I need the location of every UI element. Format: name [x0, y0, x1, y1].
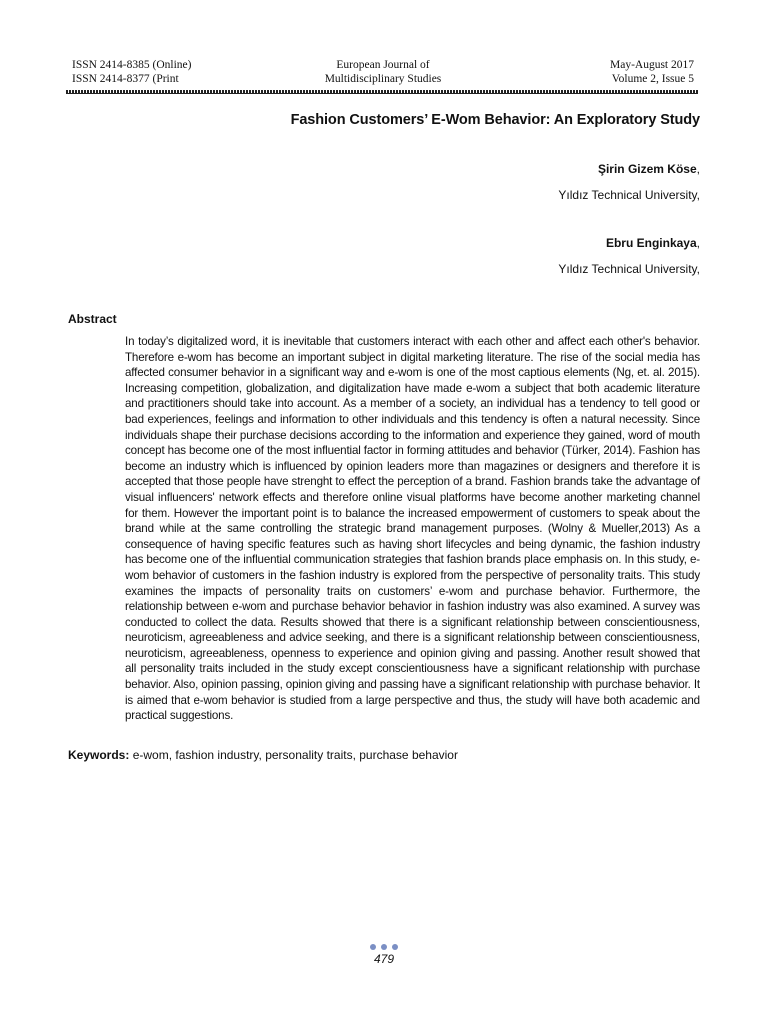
- volume-issue: Volume 2, Issue 5: [611, 73, 694, 85]
- issn-online: ISSN 2414-8385 (Online): [72, 59, 192, 71]
- author-2-name: Ebru Enginkaya: [605, 236, 697, 250]
- journal-name-block: [72, 58, 694, 86]
- issue-block: [610, 58, 694, 86]
- author-affiliation-1: Yıldız Technical University,: [558, 188, 700, 202]
- abstract-heading: Abstract: [68, 312, 117, 326]
- keywords-label: Keywords:: [68, 748, 130, 762]
- journal-name-line2: Multidisciplinary Studies: [324, 73, 442, 85]
- abstract-text: In today’s digitalized word, it is inevitable that customers interact with each other and affect each other's behavior. Therefore e-wom has become an important subject in digital marketing literature. The rise of the social media has affected consumer behavior in a significant way and e-wom is one of the most captious elements (Ng, et. al. 2015). Increasing competition, globalization, and digitalization have made e-wom a subject that both academic literature and practitioners should take into account. As a member of a society, an individual has a tendency to tell good or bad experiences, feelings and information to other individuals and this tendency is often a natural necessity. Since individuals shape their purchase decisions according to the information and experience they gained, word of mouth concept has become one of the most influential factor in forming attitudes and behavior (Türker, 2014). Fashion has become an industry which is influenced by opinion leaders more than magazines or designers and therefore it is accepted that those people have strenght to effect the perception of a brand. Fashion brands take the advantage of visual influencers' network effects and therefore online visual platforms have become another marketing channel for them. However the important point is to balance the increased empowerment of customers to speak about the brand while at the same controlling the strategic brand management purposes. (Wolny & Mueller,2013) As a consequence of having specific features such as having short lifecycles and being dynamic, the fashion industry has become one of the influential communication strategies that fashion brands place emphasis on. In this study, e-wom behavior of customers in the fashion industry is explored from the perspective of personality traits. This study examines the impacts of personality traits on customers’ e-wom and purchase behavior. Furthermore, the relationship between e-wom and purchase behavior behavior in fashion industry was also examined. A survey was conducted to collect the data. Results showed that there is a significant relationship between conscientiousness, neuroticism, agreeableness and advice seeking, and there is a significant relationship between conscientiousness, neuroticism, agreeableness, openness to experience and opinion giving and passing. Another result showed that all personality traits included in the study except conscientiousness have a significant relationship with purchase behavior. Also, opinion passing, opinion giving and passing have a significant relationship with purchase behavior. It is aimed that e-wom behavior is studied from a large perspective and thus, the study will have both academic and practical suggestions.: [125, 335, 700, 723]
- page-ornament-dots: [370, 944, 400, 952]
- author-1-name: Şirin Gizem Köse: [597, 162, 697, 176]
- issue-date: May-August 2017: [609, 59, 694, 71]
- ornament-dot: [370, 944, 376, 950]
- header-divider: [66, 90, 698, 94]
- keywords: [68, 748, 458, 762]
- ornament-dot: [381, 944, 387, 950]
- author-affiliation-2: Yıldız Technical University,: [558, 262, 700, 276]
- paper-title: Fashion Customers’ E-Wom Behavior: An Exploratory Study: [290, 112, 700, 128]
- issn-print: ISSN 2414-8377 (Print: [72, 73, 179, 85]
- journal-name-line1: European Journal of: [336, 59, 430, 71]
- author-name-2: Ebru Enginkaya,: [605, 236, 700, 250]
- page-number: 479: [373, 952, 395, 966]
- author-name-1: Şirin Gizem Köse,: [597, 162, 700, 176]
- ornament-dot: [392, 944, 398, 950]
- keywords-list: e-wom, fashion industry, personality traits, purchase behavior: [132, 748, 458, 762]
